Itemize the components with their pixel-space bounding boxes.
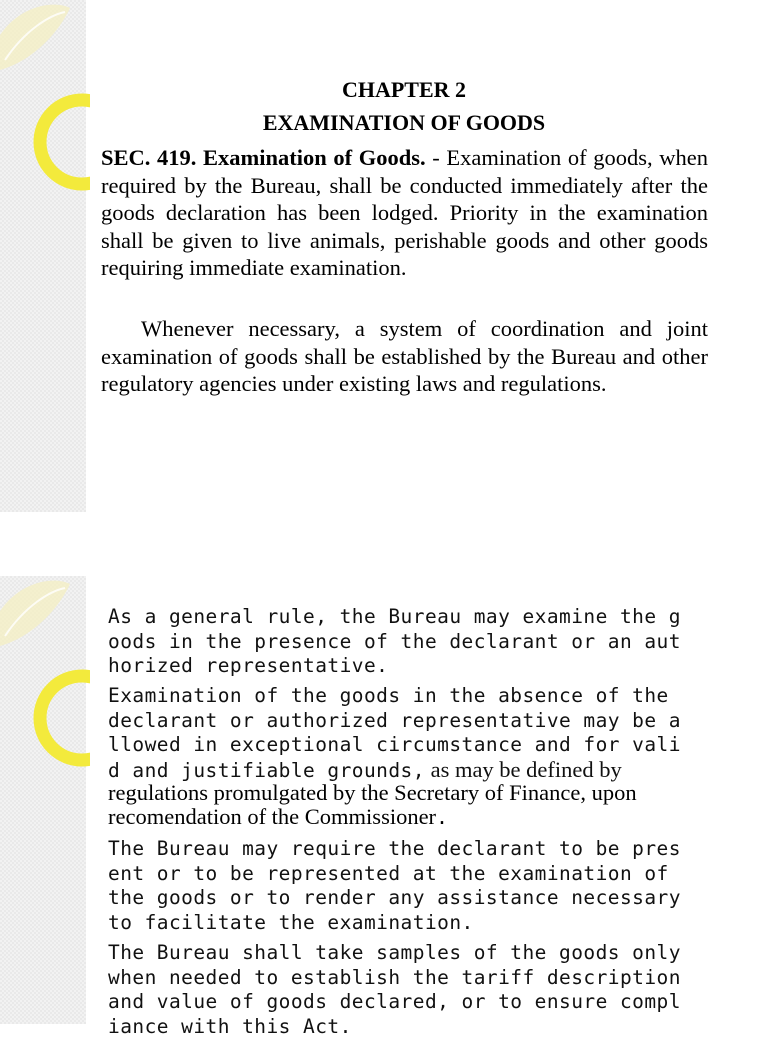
absence-paragraph-tail: recomendation of the Commissioner	[108, 804, 437, 829]
absence-paragraph-line: regulations promulgated by the Secretary of Finance, upon	[108, 780, 637, 805]
ring-shape	[40, 676, 90, 760]
section-419-paragraph	[101, 144, 708, 282]
chapter-title: CHAPTER 2	[341, 77, 467, 102]
ring-shape	[40, 100, 90, 184]
section-419-body: - Examination of goods, when required by the Bureau, shall be conducted immediately after the goods declaration has been lodged. Priority in the examination shall be given to live animals, perishable goods and other goods requiring immediate examination.	[101, 145, 708, 281]
section-title: EXAMINATION OF GOODS	[262, 110, 546, 135]
slide-1	[0, 0, 768, 512]
absence-paragraph-period: .	[436, 806, 448, 829]
absence-paragraph-mono: Examination of the goods in the absence of the declarant or authorized representative may be a llowed in exceptional circumstance and for vali d and justifiable grounds,	[108, 684, 681, 782]
section-419-heading: SEC. 419. Examination of Goods.	[101, 145, 426, 170]
coordination-paragraph: Whenever necessary, a system of coordination and joint examination of goods shall be established by the Bureau and other regulatory agencies under existing laws and regulations.	[101, 316, 708, 397]
decorative-ornament	[0, 0, 90, 512]
absence-paragraph	[108, 684, 708, 783]
assistance-paragraph: The Bureau may require the declarant to be pres ent or to be represented at the examination of the goods or to render any assistance necessary to facilitate the examination.	[108, 837, 681, 934]
general-rule-paragraph: As a general rule, the Bureau may examine the g oods in the presence of the declarant or an aut horized representative.	[108, 605, 681, 677]
decorative-ornament	[0, 576, 90, 1024]
samples-paragraph: The Bureau shall take samples of the goods only when needed to establish the tariff description and value of goods declared, or to ensure compl iance with this Act.	[108, 941, 681, 1038]
absence-paragraph-last-line	[108, 805, 708, 830]
absence-paragraph-serif: as may be defined by	[424, 756, 622, 782]
